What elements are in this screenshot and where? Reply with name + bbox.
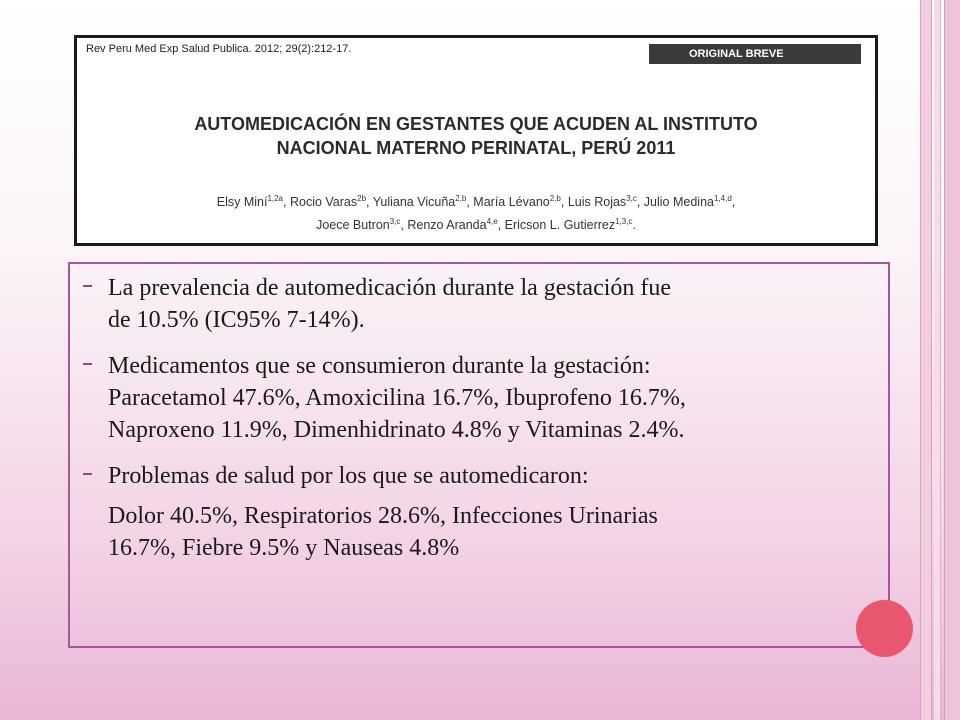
item-line: Problemas de salud por los que se automedicaron: — [108, 463, 589, 489]
author-name: , Yuliana Vicuña — [366, 195, 456, 210]
list-item — [70, 350, 860, 446]
journal-citation: Rev Peru Med Exp Salud Publica. 2012; 29(2):212-17. — [86, 43, 352, 55]
list-item — [70, 460, 860, 492]
findings-box — [68, 262, 890, 648]
item-line: Dolor 40.5%, Respiratorios 28.6%, Infecciones Urinarias — [108, 503, 658, 529]
list-item-continuation — [70, 500, 860, 564]
author-name: , Renzo Aranda — [400, 218, 487, 233]
author-name: . — [632, 218, 636, 233]
author-name: , Ericson L. Gutierrez — [497, 218, 616, 233]
bullet-dash-icon — [83, 473, 92, 475]
author-affiliation: 1,3,c — [615, 217, 633, 227]
author-name: Joece Butron — [316, 218, 390, 233]
author-name: , María Lévano — [466, 195, 550, 210]
author-affiliation: 3,c — [389, 217, 401, 227]
author-name: , Julio Medina — [636, 195, 714, 210]
author-affiliation: 2b — [357, 194, 367, 203]
item-line: Medicamentos que se consumieron durante la gestación: — [108, 353, 651, 379]
side-bar — [944, 0, 960, 720]
article-authors — [77, 189, 875, 235]
author-affiliation: 4,e — [486, 217, 498, 227]
author-name: Elsy Miní — [216, 195, 268, 210]
side-bar — [934, 0, 941, 720]
authors-line — [77, 189, 875, 212]
side-bar — [920, 0, 932, 720]
title-line: NACIONAL MATERNO PERINATAL, PERÚ 2011 — [276, 138, 676, 158]
item-line: Naproxeno 11.9%, Dimenhidrinato 4.8% y Vitaminas 2.4%. — [108, 417, 685, 443]
author-affiliation: 2,b — [455, 194, 467, 203]
article-header-image — [74, 35, 878, 246]
article-title — [77, 112, 875, 160]
authors-line — [77, 212, 875, 235]
decorative-side-bars — [920, 0, 960, 720]
author-affiliation: 2,b — [549, 194, 561, 203]
findings-list — [70, 272, 860, 578]
author-name: , — [731, 195, 736, 210]
author-name: , Rocio Varas — [283, 195, 358, 210]
author-affiliation: 1,4,d — [713, 194, 732, 203]
bullet-dash-icon — [83, 285, 92, 287]
item-line: 16.7%, Fiebre 9.5% y Nauseas 4.8% — [108, 535, 460, 561]
decorative-circle — [856, 600, 913, 657]
title-line: AUTOMEDICACIÓN EN GESTANTES QUE ACUDEN AL INSTITUTO — [194, 114, 758, 134]
section-label: ORIGINAL BREVE — [649, 44, 861, 64]
item-line: La prevalencia de automedicación durante la gestación fue — [108, 275, 672, 301]
author-affiliation: 3,c — [626, 194, 637, 203]
bullet-dash-icon — [83, 363, 92, 365]
list-item — [70, 272, 860, 336]
author-affiliation: 1,2a — [267, 194, 284, 203]
author-name: , Luis Rojas — [560, 195, 627, 210]
item-line: de 10.5% (IC95% 7-14%). — [108, 307, 365, 333]
item-line: Paracetamol 47.6%, Amoxicilina 16.7%, Ibuprofeno 16.7%, — [108, 385, 686, 411]
